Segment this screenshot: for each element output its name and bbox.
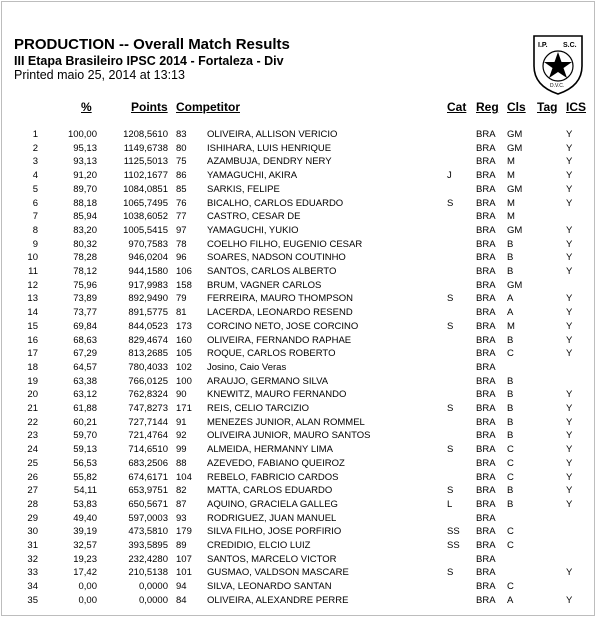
place-cell: 7: [32, 211, 38, 223]
table-row: [0, 593, 598, 608]
ics-cell: Y: [566, 403, 573, 414]
region-cell: BRA: [476, 279, 496, 291]
region-cell: BRA: [476, 224, 496, 236]
place-cell: 3: [32, 156, 38, 168]
ics-cell: Y: [566, 567, 573, 579]
competitor-name-cell: SARKIS, FELIPE: [207, 183, 280, 195]
percent-cell: 95,13: [73, 142, 97, 154]
ics-cell: Y: [566, 594, 573, 606]
ics-cell: Y: [566, 498, 573, 510]
ics-cell: Y: [566, 129, 573, 140]
competitor-name-cell: LACERDA, LEONARDO RESEND: [207, 307, 353, 319]
competitor-number-cell: 101: [176, 567, 192, 579]
region-cell: BRA: [476, 361, 496, 373]
competitor-name-cell: ALMEIDA, HERMANNY LIMA: [207, 444, 333, 456]
col-header-cls: Cls: [507, 100, 526, 114]
class-cell: B: [507, 238, 514, 250]
ics-cell: Y: [566, 457, 573, 469]
region-cell: BRA: [476, 498, 496, 510]
competitor-number-cell: 160: [176, 334, 192, 346]
points-cell: 1102,1677: [123, 170, 168, 182]
col-header-cat: Cat: [447, 100, 467, 114]
place-cell: 18: [27, 361, 38, 373]
points-cell: 1125,5013: [123, 156, 168, 168]
region-cell: BRA: [476, 156, 496, 168]
competitor-number-cell: 96: [176, 252, 187, 264]
percent-cell: 0,00: [78, 581, 97, 593]
points-cell: 0,0000: [138, 581, 168, 593]
region-cell: BRA: [476, 389, 496, 401]
ics-cell: Y: [566, 320, 573, 332]
percent-cell: 75,96: [73, 279, 97, 291]
points-cell: 844,0523: [128, 320, 168, 332]
percent-cell: 53,83: [73, 498, 97, 510]
competitor-name-cell: MENEZES JUNIOR, ALAN ROMMEL: [207, 416, 365, 428]
class-cell: M: [507, 156, 515, 168]
place-cell: 14: [27, 307, 38, 319]
competitor-number-cell: 179: [176, 526, 192, 538]
region-cell: BRA: [476, 567, 496, 579]
percent-cell: 59,13: [73, 444, 97, 456]
percent-cell: 83,20: [73, 224, 97, 236]
competitor-name-cell: CASTRO, CESAR DE: [207, 211, 301, 223]
percent-cell: 64,57: [73, 361, 97, 373]
ics-cell: Y: [566, 444, 573, 456]
competitor-number-cell: 77: [176, 211, 187, 223]
region-cell: BRA: [476, 348, 496, 360]
region-cell: BRA: [476, 334, 496, 346]
points-cell: 780,4033: [128, 361, 168, 373]
competitor-number-cell: 171: [176, 403, 192, 414]
region-cell: BRA: [476, 375, 496, 387]
region-cell: BRA: [476, 444, 496, 456]
competitor-number-cell: 75: [176, 156, 187, 168]
points-cell: 683,2506: [128, 457, 168, 469]
points-cell: 1208,5610: [123, 129, 168, 140]
place-cell: 35: [27, 594, 38, 606]
class-cell: B: [507, 430, 514, 442]
competitor-name-cell: GUSMAO, VALDSON MASCARE: [207, 567, 349, 579]
class-cell: GM: [507, 142, 523, 154]
place-cell: 4: [32, 170, 38, 182]
competitor-name-cell: SILVA FILHO, JOSE PORFIRIO: [207, 526, 342, 538]
place-cell: 15: [27, 320, 38, 332]
category-cell: SS: [447, 526, 460, 538]
region-cell: BRA: [476, 320, 496, 332]
percent-cell: 85,94: [73, 211, 97, 223]
logo-text-right: S.C.: [563, 42, 577, 49]
percent-cell: 61,88: [73, 403, 97, 414]
competitor-name-cell: OLIVEIRA, ALLISON VERICIO: [207, 129, 338, 140]
region-cell: BRA: [476, 553, 496, 565]
place-cell: 32: [27, 553, 38, 565]
class-cell: M: [507, 170, 515, 182]
competitor-number-cell: 100: [176, 375, 192, 387]
place-cell: 10: [27, 252, 38, 264]
competitor-name-cell: AZAMBUJA, DENDRY NERY: [207, 156, 332, 168]
ics-cell: Y: [566, 348, 573, 360]
points-cell: 892,9490: [128, 293, 168, 305]
place-cell: 17: [27, 348, 38, 360]
place-cell: 29: [27, 512, 38, 524]
points-cell: 766,0125: [128, 375, 168, 387]
competitor-name-cell: SILVA, LEONARDO SANTAN: [207, 581, 332, 593]
ics-cell: Y: [566, 197, 573, 209]
place-cell: 27: [27, 485, 38, 497]
competitor-name-cell: OLIVEIRA, ALEXANDRE PERRE: [207, 594, 349, 606]
percent-cell: 80,32: [73, 238, 97, 250]
class-cell: C: [507, 457, 514, 469]
percent-cell: 73,89: [73, 293, 97, 305]
ics-cell: Y: [566, 389, 573, 401]
region-cell: BRA: [476, 403, 496, 414]
competitor-name-cell: CORCINO NETO, JOSE CORCINO: [207, 320, 359, 332]
region-cell: BRA: [476, 540, 496, 551]
competitor-number-cell: 90: [176, 389, 187, 401]
points-cell: 813,2685: [128, 348, 168, 360]
place-cell: 8: [32, 224, 38, 236]
competitor-number-cell: 84: [176, 594, 187, 606]
competitor-name-cell: REIS, CELIO TARCIZIO: [207, 403, 310, 414]
competitor-number-cell: 104: [176, 471, 192, 483]
class-cell: B: [507, 416, 514, 428]
competitor-name-cell: SANTOS, CARLOS ALBERTO: [207, 266, 337, 277]
percent-cell: 56,53: [73, 457, 97, 469]
ics-cell: Y: [566, 416, 573, 428]
col-header-tag: Tag: [537, 100, 558, 114]
points-cell: 829,4674: [128, 334, 168, 346]
region-cell: BRA: [476, 197, 496, 209]
place-cell: 20: [27, 389, 38, 401]
ics-cell: Y: [566, 307, 573, 319]
col-header-ics: ICS: [566, 100, 587, 114]
ics-cell: Y: [566, 293, 573, 305]
ics-cell: Y: [566, 238, 573, 250]
percent-cell: 19,23: [73, 553, 97, 565]
points-cell: 1038,6052: [123, 211, 168, 223]
competitor-name-cell: YAMAGUCHI, YUKIO: [207, 224, 299, 236]
class-cell: M: [507, 320, 515, 332]
points-cell: 674,6171: [128, 471, 168, 483]
region-cell: BRA: [476, 485, 496, 497]
region-cell: BRA: [476, 129, 496, 140]
category-cell: S: [447, 320, 454, 332]
region-cell: BRA: [476, 142, 496, 154]
logo-text-bottom: D.V.C.: [550, 83, 565, 89]
place-cell: 31: [27, 540, 38, 551]
percent-cell: 49,40: [73, 512, 97, 524]
place-cell: 33: [27, 567, 38, 579]
percent-cell: 100,00: [67, 129, 97, 140]
region-cell: BRA: [476, 211, 496, 223]
ics-cell: Y: [566, 266, 573, 277]
competitor-number-cell: 94: [176, 581, 187, 593]
region-cell: BRA: [476, 183, 496, 195]
region-cell: BRA: [476, 526, 496, 538]
region-cell: BRA: [476, 170, 496, 182]
col-header-points: Points: [131, 100, 168, 114]
competitor-name-cell: RODRIGUEZ, JUAN MANUEL: [207, 512, 337, 524]
ics-cell: Y: [566, 430, 573, 442]
category-cell: SS: [447, 540, 460, 551]
competitor-number-cell: 81: [176, 307, 187, 319]
region-cell: BRA: [476, 416, 496, 428]
class-cell: C: [507, 348, 514, 360]
percent-cell: 63,38: [73, 375, 97, 387]
points-cell: 597,0003: [128, 512, 168, 524]
place-cell: 25: [27, 457, 38, 469]
points-cell: 747,8273: [128, 403, 168, 414]
region-cell: BRA: [476, 266, 496, 277]
competitor-number-cell: 85: [176, 183, 187, 195]
percent-cell: 17,42: [73, 567, 97, 579]
region-cell: BRA: [476, 307, 496, 319]
class-cell: A: [507, 293, 514, 305]
competitor-number-cell: 93: [176, 512, 187, 524]
region-cell: BRA: [476, 512, 496, 524]
class-cell: GM: [507, 129, 523, 140]
points-cell: 917,9983: [128, 279, 168, 291]
competitor-number-cell: 82: [176, 485, 187, 497]
logo-text-top: I.P.: [538, 42, 548, 49]
points-cell: 762,8324: [128, 389, 168, 401]
points-cell: 1005,5415: [123, 224, 168, 236]
competitor-name-cell: OLIVEIRA JUNIOR, MAURO SANTOS: [207, 430, 371, 442]
percent-cell: 32,57: [73, 540, 97, 551]
competitor-name-cell: ISHIHARA, LUIS HENRIQUE: [207, 142, 332, 154]
points-cell: 653,9751: [128, 485, 168, 497]
competitor-name-cell: SOARES, NADSON COUTINHO: [207, 252, 346, 264]
percent-cell: 67,29: [73, 348, 97, 360]
competitor-number-cell: 97: [176, 224, 187, 236]
place-cell: 34: [27, 581, 38, 593]
class-cell: C: [507, 581, 514, 593]
ics-cell: Y: [566, 224, 573, 236]
category-cell: L: [447, 498, 453, 510]
place-cell: 5: [32, 183, 38, 195]
percent-cell: 89,70: [73, 183, 97, 195]
category-cell: J: [447, 170, 452, 182]
percent-cell: 78,12: [73, 266, 97, 277]
match-subtitle: III Etapa Brasileiro IPSC 2014 - Fortaleza - Div: [14, 54, 284, 68]
competitor-name-cell: AQUINO, GRACIELA GALLEG: [207, 498, 338, 510]
class-cell: C: [507, 444, 514, 456]
competitor-name-cell: BRUM, VAGNER CARLOS: [207, 279, 322, 291]
region-cell: BRA: [476, 594, 496, 606]
competitor-number-cell: 106: [176, 266, 192, 277]
competitor-name-cell: SANTOS, MARCELO VICTOR: [207, 553, 337, 565]
class-cell: B: [507, 334, 514, 346]
competitor-name-cell: BICALHO, CARLOS EDUARDO: [207, 197, 344, 209]
ics-cell: Y: [566, 183, 573, 195]
points-cell: 944,1580: [128, 266, 168, 277]
place-cell: 23: [27, 430, 38, 442]
points-cell: 721,4764: [128, 430, 168, 442]
percent-cell: 54,11: [73, 485, 97, 497]
points-cell: 473,5810: [128, 526, 168, 538]
category-cell: S: [447, 197, 454, 209]
ics-cell: Y: [566, 170, 573, 182]
ics-cell: Y: [566, 471, 573, 483]
competitor-name-cell: Josino, Caio Veras: [207, 361, 287, 373]
percent-cell: 39,19: [73, 526, 97, 538]
place-cell: 24: [27, 444, 38, 456]
competitor-name-cell: CREDIDIO, ELCIO LUIZ: [207, 540, 311, 551]
category-cell: S: [447, 444, 454, 456]
class-cell: A: [507, 594, 514, 606]
region-cell: BRA: [476, 457, 496, 469]
region-cell: BRA: [476, 238, 496, 250]
ics-cell: Y: [566, 252, 573, 264]
place-cell: 13: [27, 293, 38, 305]
points-cell: 970,7583: [128, 238, 168, 250]
points-cell: 714,6510: [128, 444, 168, 456]
class-cell: GM: [507, 279, 523, 291]
competitor-number-cell: 88: [176, 457, 187, 469]
place-cell: 12: [27, 279, 38, 291]
percent-cell: 91,20: [73, 170, 97, 182]
printed-date: Printed maio 25, 2014 at 13:13: [14, 68, 185, 82]
competitor-number-cell: 158: [176, 279, 192, 291]
place-cell: 9: [32, 238, 38, 250]
percent-cell: 69,84: [73, 320, 97, 332]
class-cell: B: [507, 498, 514, 510]
class-cell: GM: [507, 183, 523, 195]
competitor-name-cell: OLIVEIRA, FERNANDO RAPHAE: [207, 334, 352, 346]
category-cell: S: [447, 485, 454, 497]
page-title: PRODUCTION -- Overall Match Results: [14, 36, 290, 53]
competitor-number-cell: 91: [176, 416, 187, 428]
competitor-name-cell: KNEWITZ, MAURO FERNANDO: [207, 389, 347, 401]
competitor-number-cell: 86: [176, 170, 187, 182]
competitor-name-cell: ROQUE, CARLOS ROBERTO: [207, 348, 336, 360]
competitor-number-cell: 173: [176, 320, 192, 332]
place-cell: 16: [27, 334, 38, 346]
place-cell: 11: [28, 266, 38, 277]
class-cell: B: [507, 403, 514, 414]
ics-cell: Y: [566, 156, 573, 168]
place-cell: 28: [27, 498, 38, 510]
competitor-number-cell: 92: [176, 430, 187, 442]
percent-cell: 63,12: [73, 389, 97, 401]
col-header-competitor: Competitor: [176, 100, 240, 114]
ipsc-logo: [530, 32, 586, 96]
ics-cell: Y: [566, 485, 573, 497]
place-cell: 2: [32, 142, 38, 154]
class-cell: M: [507, 211, 515, 223]
col-header-pct: %: [81, 100, 92, 114]
points-cell: 650,5671: [128, 498, 168, 510]
place-cell: 1: [32, 129, 38, 140]
competitor-name-cell: COELHO FILHO, EUGENIO CESAR: [207, 238, 363, 250]
points-cell: 0,0000: [138, 594, 168, 606]
col-header-reg: Reg: [476, 100, 499, 114]
points-cell: 946,0204: [128, 252, 168, 264]
ics-cell: Y: [566, 334, 573, 346]
competitor-name-cell: MATTA, CARLOS EDUARDO: [207, 485, 333, 497]
competitor-number-cell: 78: [176, 238, 187, 250]
region-cell: BRA: [476, 471, 496, 483]
percent-cell: 68,63: [73, 334, 97, 346]
place-cell: 19: [27, 375, 38, 387]
competitor-name-cell: AZEVEDO, FABIANO QUEIROZ: [207, 457, 345, 469]
percent-cell: 59,70: [73, 430, 97, 442]
region-cell: BRA: [476, 430, 496, 442]
region-cell: BRA: [476, 252, 496, 264]
region-cell: BRA: [476, 293, 496, 305]
region-cell: BRA: [476, 581, 496, 593]
ics-cell: Y: [566, 142, 573, 154]
competitor-number-cell: 102: [176, 361, 192, 373]
points-cell: 210,5138: [128, 567, 168, 579]
percent-cell: 93,13: [73, 156, 97, 168]
points-cell: 1065,7495: [123, 197, 168, 209]
competitor-number-cell: 107: [176, 553, 192, 565]
competitor-name-cell: REBELO, FABRICIO CARDOS: [207, 471, 339, 483]
percent-cell: 60,21: [73, 416, 97, 428]
class-cell: B: [507, 389, 514, 401]
percent-cell: 88,18: [73, 197, 97, 209]
points-cell: 891,5775: [128, 307, 168, 319]
class-cell: B: [507, 266, 514, 277]
points-cell: 727,7144: [128, 416, 168, 428]
class-cell: B: [507, 375, 514, 387]
competitor-number-cell: 99: [176, 444, 187, 456]
place-cell: 21: [27, 403, 38, 414]
class-cell: GM: [507, 224, 523, 236]
points-cell: 232,4280: [128, 553, 168, 565]
percent-cell: 73,77: [73, 307, 97, 319]
points-cell: 1084,0851: [123, 183, 168, 195]
class-cell: C: [507, 540, 514, 551]
percent-cell: 0,00: [78, 594, 97, 606]
category-cell: S: [447, 567, 454, 579]
competitor-number-cell: 105: [176, 348, 192, 360]
class-cell: C: [507, 471, 514, 483]
class-cell: C: [507, 526, 514, 538]
place-cell: 26: [27, 471, 38, 483]
points-cell: 1149,6738: [123, 142, 168, 154]
competitor-number-cell: 89: [176, 540, 187, 551]
percent-cell: 78,28: [73, 252, 97, 264]
competitor-number-cell: 76: [176, 197, 187, 209]
class-cell: B: [507, 485, 514, 497]
competitor-number-cell: 83: [176, 129, 187, 140]
points-cell: 393,5895: [128, 540, 168, 551]
class-cell: B: [507, 252, 514, 264]
percent-cell: 55,82: [73, 471, 97, 483]
competitor-number-cell: 87: [176, 498, 187, 510]
class-cell: M: [507, 197, 515, 209]
place-cell: 30: [27, 526, 38, 538]
category-cell: S: [447, 403, 454, 414]
competitor-name-cell: YAMAGUCHI, AKIRA: [207, 170, 298, 182]
competitor-number-cell: 80: [176, 142, 187, 154]
category-cell: S: [447, 293, 454, 305]
place-cell: 22: [27, 416, 38, 428]
competitor-name-cell: FERREIRA, MAURO THOMPSON: [207, 293, 354, 305]
class-cell: A: [507, 307, 514, 319]
place-cell: 6: [32, 197, 38, 209]
competitor-name-cell: ARAUJO, GERMANO SILVA: [207, 375, 329, 387]
competitor-number-cell: 79: [176, 293, 187, 305]
